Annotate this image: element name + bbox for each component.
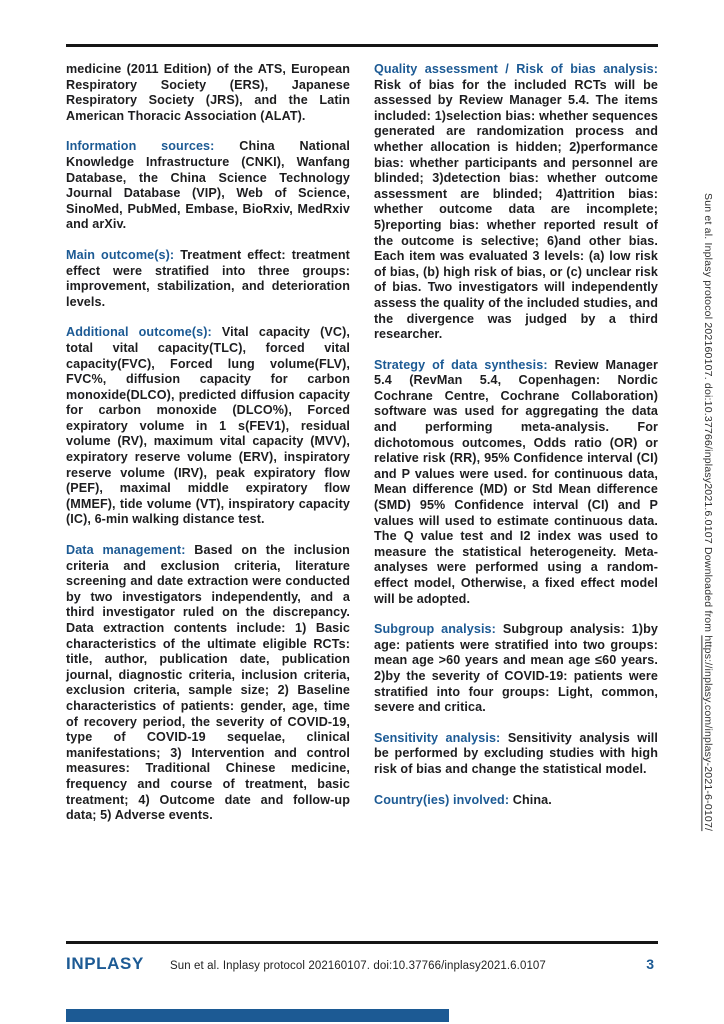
- section-heading: Sensitivity analysis:: [374, 730, 501, 745]
- section-heading: Country(ies) involved:: [374, 792, 510, 807]
- section-body: Treatment effect: treatment effect were stratified into three groups: improvement, stabilization, and deterioration levels.: [66, 247, 350, 309]
- section-body: Sensitivity analysis will be performed by excluding studies with high risk of bias and change the statistical model.: [374, 730, 659, 776]
- footer-accent-bar: [66, 1009, 449, 1022]
- section-body: Risk of bias for the included RCTs will be assessed by Review Manager 5.4. The items included: 1)selection bias: whether sequences generated are randomization process and whether allocation is hidden; 2)performance bias: whether participants and personnel are blinded; 3)detection bias: whether outcome assessment are blinded; 4)attrition bias: whether outcome data are incomplete; 5)reporting bias: whether reported result of the outcome is selective; 6)and other bias. Each item was evaluated 3 levels: (a) low risk of bias, (b) high risk of bias, or (c) unclear risk of bias. Two investigators will independently assess the quality of the included studies, and the divergence was judged by a third researcher.: [374, 77, 658, 342]
- section-body: Based on the inclusion criteria and exclusion criteria, literature screening and date extraction were conducted by two investigators independently, and a third investigator ruled on the discrepancy. Data extraction contents include: 1) Basic characteristics of the ultimate eligible RCTs: title, author, publication date, publication journal, diagnostic criteria, inclusion criteria, exclusion criteria, sample size; 2) Baseline characteristics of patients: gender, age, time of recovery period, the severity of COVID-19, type of COVID-19 sequelae, clinical manifestations; 3) Intervention and control measures: Traditional Chinese medicine, frequency and course of treatment, basic treatment; 4) Outcome date and follow-up data; 5) Adverse events.: [66, 543, 350, 823]
- section-subgroup-analysis: [374, 622, 658, 716]
- section-continuation: [66, 62, 350, 124]
- section-heading: Data management:: [66, 543, 186, 558]
- section-heading: Additional outcome(s):: [66, 325, 212, 340]
- section-heading: Information sources:: [66, 139, 215, 154]
- section-heading: Subgroup analysis:: [374, 622, 496, 637]
- top-rule: [66, 44, 658, 47]
- section-body: Vital capacity (VC), total vital capacity(TLC), forced vital capacity(FVC), Forced lung volume(FLV), FVC%, diffusion capacity for carbon monoxide(DLCO), predicted diffusion capacity for carbon monoxide (DLCO%), Forced expiratory volume in 1 s(FEV1), residual volume (RV), maximum vital capacity (MVV), expiratory reserve volume (ERV), inspiratory reserve volume (IRV), peak expiratory flow (PEF), maximal middle expiratory flow (MMEF), tide volume (VT), inspiratory capacity (IC), 6-min walking distance test.: [66, 325, 350, 527]
- section-body: medicine (2011 Edition) of the ATS, European Respiratory Society (ERS), Japanese Respiratory Society (JRS), and the Latin American Thoracic Association (ALAT).: [66, 62, 350, 123]
- section-sensitivity-analysis: [374, 731, 658, 778]
- sidebar-url-link[interactable]: https://inplasy.com/inplasy-2021-6-0107/: [702, 635, 714, 832]
- section-additional-outcomes: [66, 325, 350, 528]
- sidebar-citation-text: Sun et al. Inplasy protocol 202160107. doi:10.37766/inplasy2021.6.0107 Downloaded from: [702, 192, 714, 636]
- right-column: [374, 62, 658, 839]
- sidebar-citation: [690, 0, 714, 1024]
- inplasy-logo: INPLASY: [66, 954, 144, 973]
- section-main-outcomes: [66, 248, 350, 310]
- footer-citation: Sun et al. Inplasy protocol 202160107. doi:10.37766/inplasy2021.6.0107: [170, 960, 546, 972]
- footer-rule: [66, 941, 658, 944]
- section-data-management: [66, 543, 350, 824]
- page-footer: [66, 954, 658, 974]
- page-content: [66, 62, 658, 839]
- section-countries-involved: [374, 793, 658, 809]
- page-number: 3: [646, 956, 654, 972]
- section-information-sources: [66, 139, 350, 233]
- section-heading: Strategy of data synthesis:: [374, 357, 548, 372]
- section-strategy-of-data-synthesis: [374, 358, 658, 608]
- section-heading: Main outcome(s):: [66, 247, 175, 262]
- left-column: [66, 62, 350, 839]
- section-quality-assessment: [374, 62, 658, 343]
- section-body: China National Knowledge Infrastructure (CNKI), Wanfang Database, the China Science Technology Journal Database (VIP), Web of Science, SinoMed, PubMed, Embase, BioRxiv, MedRxiv and arXiv.: [66, 139, 350, 232]
- section-body: Review Manager 5.4 (RevMan 5.4, Copenhagen: Nordic Cochrane Centre, Cochrane Collaboration) software was used for aggregating the data and performing meta-analysis. For dichotomous outcomes, Odds ratio (OR) or relative risk (RR), 95% Confidence interval (CI) and P values were used. for continuous data, Mean difference (MD) or Std Mean difference (SMD) 95% Confidence interval (CI) and P values will used to estimate continuous data. The Q value test and I2 index was used to measure the statistical heterogeneity. Meta-analyses were performed using a random-effect model, Otherwise, a fixed effect model will be adopted.: [374, 357, 658, 606]
- section-body: China.: [512, 792, 552, 807]
- section-body: Subgroup analysis: 1)by age: patients were stratified into two groups: mean age >60 years and mean age ≤60 years. 2)by the severity of COVID-19: patients were stratified into four groups: Light, common, severe and critica.: [374, 622, 658, 715]
- section-heading: Quality assessment / Risk of bias analysis:: [374, 62, 658, 76]
